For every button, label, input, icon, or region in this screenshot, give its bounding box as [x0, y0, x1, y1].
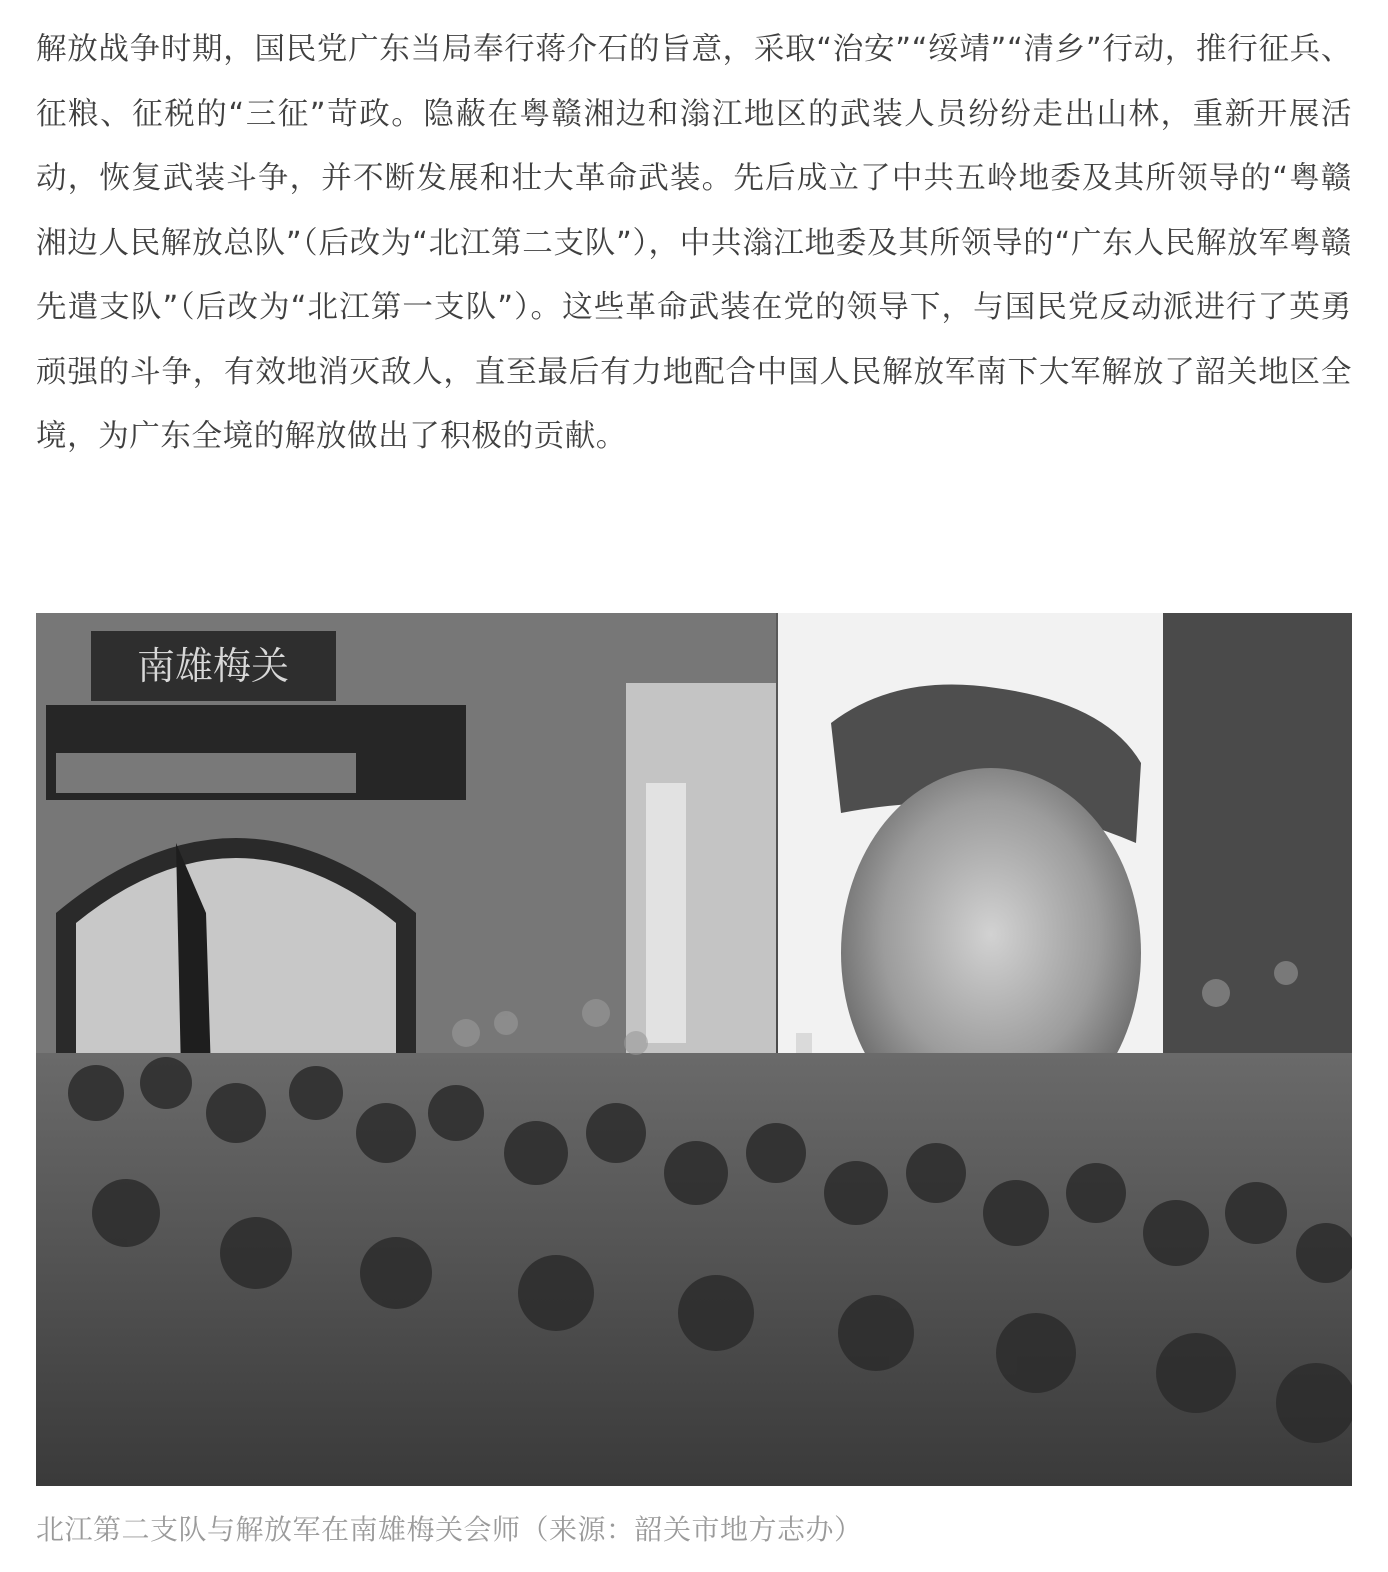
- historical-photo: [36, 613, 1352, 1486]
- article-paragraph: 解放战争时期，国民党广东当局奉行蒋介石的旨意，采取“治安”“绥靖”“清乡”行动，推行征兵、征粮、征税的“三征”苛政。隐蔽在粤赣湘边和滃江地区的武装人员纷纷走出山林，重新开展活动，恢复武装斗争，并不断发展和壮大革命武装。先后成立了中共五岭地委及其所领导的“粤赣湘边人民解放总队”（后改为“北江第二支队”），中共滃江地委及其所领导的“广东人民解放军粤赣先遣支队”（后改为“北江第一支队”）。这些革命武装在党的领导下，与国民党反动派进行了英勇顽强的斗争，有效地消灭敌人，直至最后有力地配合中国人民解放军南下大军解放了韶关地区全境，为广东全境的解放做出了积极的贡献。: [36, 32, 1352, 454]
- gate-sign-text: 南雄梅关: [136, 644, 290, 688]
- photo-illustration: [36, 613, 1352, 1486]
- photo-caption: 北江第二支队与解放军在南雄梅关会师（来源：韶关市地方志办）: [36, 1513, 863, 1546]
